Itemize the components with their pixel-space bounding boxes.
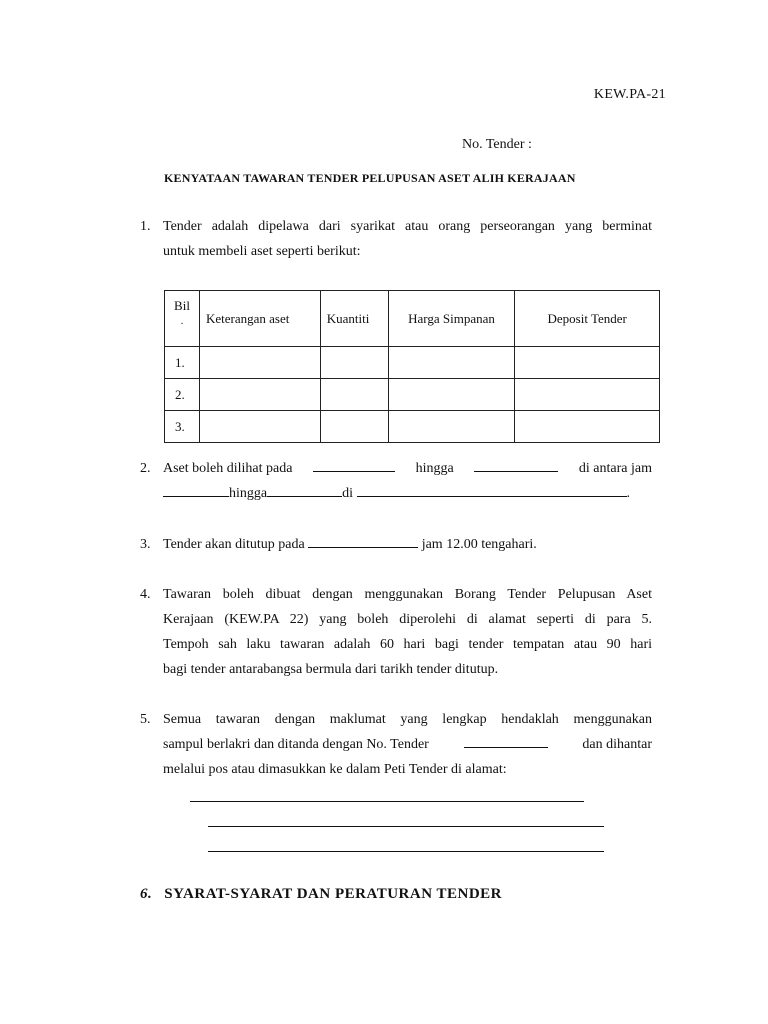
paragraph-text-line: bagi tender antarabangsa bermula dari tarikh tender ditutup.	[163, 662, 499, 677]
table-cell[interactable]	[515, 347, 660, 379]
column-header-tender-deposit: Deposit Tender	[515, 291, 660, 347]
address-line-1[interactable]	[190, 801, 584, 802]
table-cell[interactable]	[388, 411, 515, 443]
paragraph-text-line: Kerajaan (KEW.PA 22) yang boleh diperolehi di alamat seperti di para 5.	[163, 612, 652, 627]
view-start-time-blank[interactable]	[163, 482, 229, 497]
paragraph-text-line: Tempoh sah laku tawaran adalah 60 hari bagi tender tempatan atau 90 hari	[163, 637, 652, 652]
text-fragment: hingga	[229, 486, 268, 501]
form-code: KEW.PA-21	[593, 87, 666, 102]
paragraph-text-line: untuk membeli aset seperti berikut:	[163, 244, 361, 259]
tender-number-blank[interactable]	[464, 733, 548, 748]
address-line-3[interactable]	[208, 851, 604, 852]
paragraph-text-line: melalui pos atau dimasukkan ke dalam Peti Tender di alamat:	[163, 762, 507, 777]
row-number: 2.	[165, 379, 200, 411]
view-end-date-blank[interactable]	[474, 457, 558, 472]
paragraph-text-line	[163, 532, 652, 557]
paragraph-5	[140, 707, 652, 782]
table-cell[interactable]	[388, 347, 515, 379]
text-fragment: di antara jam	[578, 461, 652, 476]
section-number: 6.	[140, 886, 153, 902]
table-cell[interactable]	[388, 379, 515, 411]
paragraph-text-line	[163, 456, 652, 481]
table-row	[165, 411, 660, 443]
table-cell[interactable]	[515, 379, 660, 411]
paragraph-1	[140, 214, 652, 264]
paragraph-number: 1.	[140, 219, 151, 234]
paragraph-number: 4.	[140, 587, 151, 602]
table-cell[interactable]	[199, 379, 320, 411]
closing-date-blank[interactable]	[308, 533, 418, 548]
address-line-2[interactable]	[208, 826, 604, 827]
column-header-reserve-price: Harga Simpanan	[388, 291, 515, 347]
section-6-heading	[140, 886, 502, 903]
table-header-row	[165, 291, 660, 347]
paragraph-number: 5.	[140, 712, 151, 727]
column-header-quantity: Kuantiti	[320, 291, 388, 347]
paragraph-text-line: Tawaran boleh dibuat dengan menggunakan Borang Tender Pelupusan Aset	[163, 587, 652, 602]
paragraph-text-line	[163, 481, 652, 506]
paragraph-number: 3.	[140, 537, 151, 552]
table-row	[165, 347, 660, 379]
text-fragment: .	[626, 486, 630, 501]
paragraph-number: 2.	[140, 461, 151, 476]
table-cell[interactable]	[199, 411, 320, 443]
table-cell[interactable]	[515, 411, 660, 443]
text-fragment: dan dihantar	[582, 737, 652, 752]
table-cell[interactable]	[199, 347, 320, 379]
column-header-asset-description: Keterangan aset	[199, 291, 320, 347]
text-fragment: sampul berlakri dan ditanda dengan No. Tender	[163, 737, 429, 752]
document-title: KENYATAAN TAWARAN TENDER PELUPUSAN ASET ALIH KERAJAAN	[164, 171, 576, 185]
paragraph-text-line	[163, 732, 652, 757]
asset-table	[164, 290, 660, 443]
paragraph-2	[140, 456, 652, 506]
view-location-blank[interactable]	[357, 482, 627, 497]
table-cell[interactable]	[320, 411, 388, 443]
text-fragment: jam 12.00 tengahari.	[421, 537, 537, 552]
table-cell[interactable]	[320, 379, 388, 411]
row-number: 3.	[165, 411, 200, 443]
paragraph-text-line: Semua tawaran dengan maklumat yang lengkap hendaklah menggunakan	[163, 712, 652, 727]
table-cell[interactable]	[320, 347, 388, 379]
column-header-bil: Bil .	[165, 291, 200, 347]
section-title: SYARAT-SYARAT DAN PERATURAN TENDER	[164, 886, 503, 902]
text-fragment: Aset boleh dilihat pada	[163, 461, 293, 476]
view-end-time-blank[interactable]	[267, 482, 342, 497]
paragraph-4	[140, 582, 652, 682]
text-fragment: hingga	[415, 461, 454, 476]
text-fragment: di	[342, 486, 353, 501]
paragraph-3	[140, 532, 652, 557]
table-row	[165, 379, 660, 411]
tender-number-label: No. Tender :	[462, 137, 532, 152]
paragraph-text-line: Tender adalah dipelawa dari syarikat atau orang perseorangan yang berminat	[163, 219, 652, 234]
view-start-date-blank[interactable]	[313, 457, 395, 472]
text-fragment: Tender akan ditutup pada	[163, 537, 305, 552]
row-number: 1.	[165, 347, 200, 379]
